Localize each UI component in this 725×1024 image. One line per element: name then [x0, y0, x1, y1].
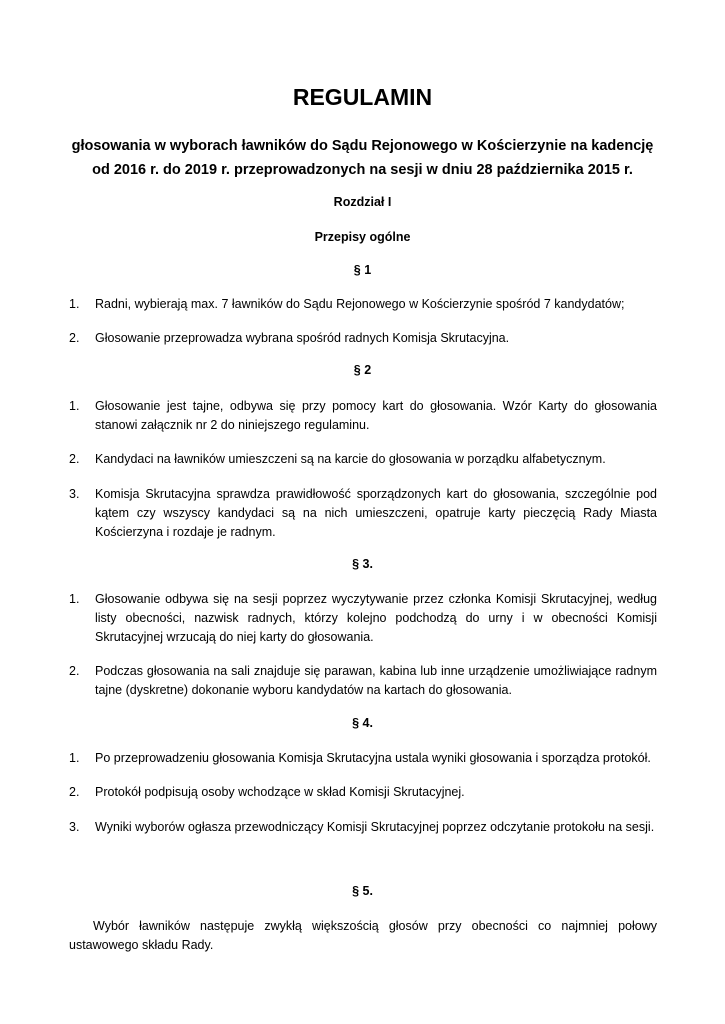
- item-number: 3.: [69, 487, 80, 501]
- item-text: Komisja Skrutacyjna sprawdza prawidłowość sporządzonych kart do głosowania, szczególnie pod kątem czy wszyscy kandydaci są na nich umieszczeni, opatruje karty pieczęcią Rady Miasta Kościerzyna i rozdaje je radnym.: [95, 487, 657, 539]
- item-number: 1.: [69, 751, 80, 765]
- item-number: 1.: [69, 399, 80, 413]
- item-text: Po przeprowadzeniu głosowania Komisja Skrutacyjna ustala wyniki głosowania i sporządza protokół.: [95, 751, 651, 765]
- item-number: 1.: [69, 297, 80, 311]
- section-heading-1: § 1: [353, 263, 372, 277]
- item-text: Wyniki wyborów ogłasza przewodniczący Komisji Skrutacyjnej poprzez odczytanie protokołu na sesji.: [95, 820, 655, 834]
- section-heading-2: § 2: [353, 363, 372, 377]
- item-number: 3.: [69, 820, 80, 834]
- subtitle-line-1: głosowania w wyborach ławników do Sądu Rejonowego w Kościerzynie na kadencję: [71, 138, 654, 154]
- section-heading-3: § 3.: [352, 557, 373, 571]
- item-number: 2.: [69, 331, 80, 345]
- item-text: Radni, wybierają max. 7 ławników do Sądu Rejonowego w Kościerzynie spośród 7 kandydatów;: [95, 297, 625, 311]
- document-title: REGULAMIN: [292, 84, 433, 110]
- item-text: Protokół podpisują osoby wchodzące w skład Komisji Skrutacyjnej.: [95, 785, 465, 799]
- item-text: Głosowanie jest tajne, odbywa się przy pomocy kart do głosowania. Wzór Karty do głosowania stanowi załącznik nr 2 do niniejszego regulaminu.: [95, 399, 657, 432]
- item-number: 1.: [69, 592, 80, 606]
- subtitle-line-2: od 2016 r. do 2019 r. przeprowadzonych na sesji w dniu 28 października 2015 r.: [92, 162, 633, 178]
- item-number: 2.: [69, 452, 80, 466]
- chapter-title: Przepisy ogólne: [314, 230, 411, 244]
- item-number: 2.: [69, 664, 80, 678]
- section-heading-5: § 5.: [352, 884, 373, 898]
- section-5-paragraph: Wybór ławników następuje zwykłą większością głosów przy obecności co najmniej połowy ustawowego składu Rady.: [69, 919, 657, 952]
- item-text: Podczas głosowania na sali znajduje się parawan, kabina lub inne urządzenie umożliwiające radnym tajne (dyskretne) dokonanie wyboru kandydatów na kartach do głosowania.: [95, 664, 657, 697]
- item-text: Głosowanie odbywa się na sesji poprzez wyczytywanie przez członka Komisji Skrutacyjnej, według listy obecności, nazwisk radnych, którzy kolejno podchodzą do urny i w obecności Komisji Skrutacyjnej wrzucają do niej karty do głosowania.: [95, 592, 657, 644]
- document-subtitle: [40, 134, 685, 182]
- section-heading-4: § 4.: [352, 716, 373, 730]
- item-text: Kandydaci na ławników umieszczeni są na karcie do głosowania w porządku alfabetycznym.: [95, 452, 606, 466]
- item-number: 2.: [69, 785, 80, 799]
- chapter-label: Rozdział I: [333, 195, 392, 209]
- item-text: Głosowanie przeprowadza wybrana spośród radnych Komisja Skrutacyjna.: [95, 331, 510, 345]
